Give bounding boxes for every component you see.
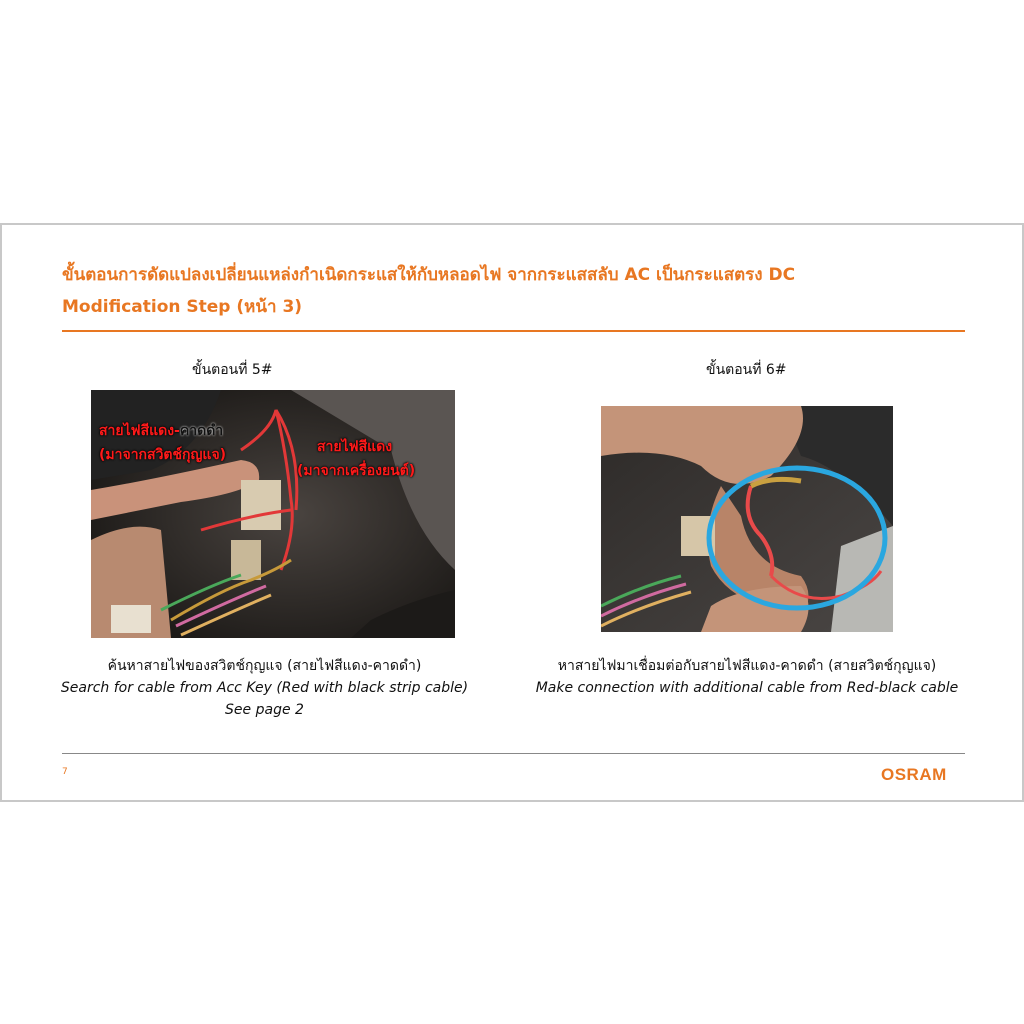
- step5-overlay-line2: (มาจากสวิตช์กุญแจ): [99, 447, 227, 463]
- overlay-red-label: สายไฟสีแดง-: [99, 423, 180, 439]
- overlay-black-label: คาดดำ: [179, 423, 224, 439]
- osram-logo: OSRAM: [881, 765, 947, 784]
- step6-caption: [507, 655, 987, 699]
- page-number: 7: [62, 767, 68, 777]
- step5-photo: [91, 390, 455, 638]
- step5-overlay-line3: สายไฟสีแดง: [317, 439, 393, 455]
- step5-caption: [32, 655, 497, 721]
- step6-caption-english: Make connection with additional cable from Red-black cable: [535, 680, 959, 696]
- step5-caption-thai: ค้นหาสายไฟของสวิตช์กุญแจ (สายไฟสีแดง-คาดดำ): [107, 658, 422, 674]
- step5-label: ขั้นตอนที่ 5#: [192, 362, 273, 378]
- step6-caption-thai: หาสายไฟมาเชื่อมต่อกับสายไฟสีแดง-คาดดำ (สายสวิตช์กุญแจ): [557, 658, 937, 674]
- slide: [0, 223, 1024, 802]
- step6-photo: [601, 406, 893, 632]
- step6-label: ขั้นตอนที่ 6#: [706, 362, 787, 378]
- step5-overlay-line4: (มาจากเครื่องยนต์): [297, 463, 416, 479]
- step6-photo-image: [601, 406, 893, 632]
- step5-caption-see-page: See page 2: [225, 702, 304, 718]
- step5-overlay-line1: [99, 420, 223, 442]
- step5-caption-english: Search for cable from Acc Key (Red with black strip cable): [60, 680, 469, 696]
- footer-divider: [62, 753, 965, 754]
- slide-title-english: Modification Step (หน้า 3): [62, 297, 303, 317]
- slide-title-thai: ขั้นตอนการดัดแปลงเปลี่ยนแหล่งกำเนิดกระแสให้กับหลอดไฟ จากกระแสสลับ AC เป็นกระแสตรง DC: [62, 265, 796, 285]
- title-divider: [62, 330, 965, 332]
